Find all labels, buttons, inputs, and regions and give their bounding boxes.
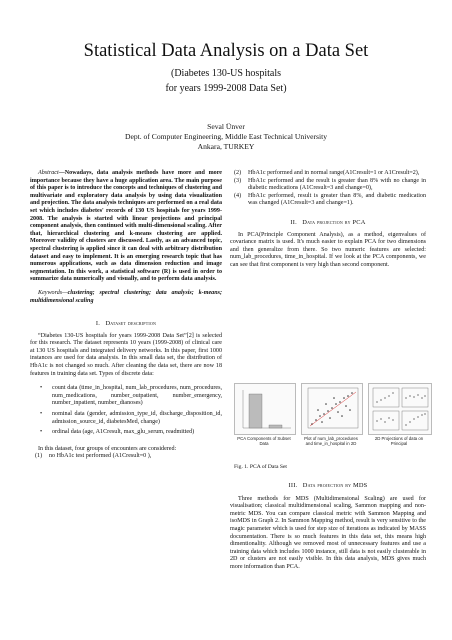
section-2-heading xyxy=(230,219,426,227)
group-text: HbA1c performed, result is greater than 8%, and diabetic medication was changed (A1Cresult=3 and change=1). xyxy=(248,192,426,207)
left-column xyxy=(30,170,222,461)
section-2-title: Data projection by PCA xyxy=(302,218,366,226)
scatter-plot-image xyxy=(302,384,362,434)
figure-panel-label: 2D Projections of data on Principal xyxy=(374,436,424,446)
scatter-plot-2d xyxy=(301,383,363,435)
list-item: • ordinal data (age, A1Cresult, max_glu_serum, readmitted) xyxy=(52,429,222,437)
group-text: HbA1c performed and in normal range(A1Cresult=1 or A1Cresult=2), xyxy=(248,170,420,176)
groups-list-left xyxy=(30,453,222,461)
group-number: (3) xyxy=(234,177,242,184)
section-1-paragraph-2: In this dataset, four groups of encounters are considered: xyxy=(38,445,177,452)
group-text: no HbA1c test performed (A1Cresult=0 ), xyxy=(49,453,152,460)
figure-panel-label: PCA Components of Subset Data xyxy=(237,436,291,446)
group-number: (1) xyxy=(35,453,43,460)
figure-panel-label: Plot of num_lab_procedures and time_in_hospital in 2D xyxy=(304,436,358,446)
section-1-number: I. xyxy=(95,320,101,328)
data-type-list xyxy=(30,385,222,437)
section-2-paragraph: In PCA(Principle Component Analysis), as a method, eigenvalues of covariance matrix is used. It's much easier to explain PCA for two dimensions and then generalize from there. So two numeric features are selected: num_lab_procedures, time_in_hospital. If we look at the PCA components, we can see that first component is very high than second component. xyxy=(230,231,426,268)
section-1-title: Dataset description xyxy=(105,320,157,328)
keywords-lead: Keywords— xyxy=(38,289,68,296)
paper-title: Statistical Data Analysis on a Data Set xyxy=(83,41,369,61)
keywords xyxy=(30,290,222,305)
section-3-number: III. xyxy=(288,482,298,489)
section-3-title: Data projection by MDS xyxy=(302,482,368,489)
section-1-paragraph: “Diabetes 130-US hospitals for years 1999-2008 Data Set”[2] is selected for this research. The dataset represents 10 years (1999-2008) of clinical care at 130 US hospitals and integrated delivery networks. In this paper, first 1000 instances are used for data analysis. In this small data set, the distribution of HbA1c is not changed so much. After cleaning the data set, there are now 18 features in training data set. Types of discrete data: xyxy=(30,332,222,377)
abstract-lead: Abstract xyxy=(38,170,59,176)
abstract-text: —Nowadays, data analysis methods have more and more importance because they have a huge application area. The main purpose of this paper is to introduce the concepts and techniques of clustering and multivariate and exploratory data analysis by using data visualization and projection. The data analysis techniques are performed on a real data set which includes diabetes' records of 130 US hospitals for years 1999-2008. The analysis is started with linear projections and principal component analysis, then continued with multi-dimensional scaling. After that, hierarchical clustering and k-means clustering are applied. Moreover validity of clusters are discussed. Lastly, as an advanced topic, spectral clustering is applied since it can deal with arbitrary distribution dataset and easy to implement. It is an emerging research topic that has numerous applications, such as data dimension reduction and image segmentation. In this work, a statistical software (R) is used in order to summarize data numerically and visually, and to perform data analysis. xyxy=(30,170,222,283)
section-2-number: II. xyxy=(290,218,297,226)
right-column-lower xyxy=(230,482,426,572)
list-item xyxy=(234,178,426,193)
right-column xyxy=(230,170,426,270)
section-1-heading xyxy=(30,320,222,328)
list-item xyxy=(234,193,426,208)
author-affiliation-line1: Dept. of Computer Engineering, Middle East Technical University xyxy=(125,132,327,141)
group-number: (2) xyxy=(234,170,242,176)
pca-bar-plot-image xyxy=(235,384,295,434)
groups-list-right xyxy=(230,170,426,208)
projection-plot-image xyxy=(369,384,431,434)
abstract xyxy=(30,170,222,284)
section-3-heading xyxy=(230,482,426,490)
keywords-text: clustering; spectral clustering; data analysis; k-means; multidimensional scaling xyxy=(30,289,222,304)
list-item xyxy=(234,170,426,178)
list-item xyxy=(35,453,222,461)
group-text: HbA1c performed and the result is greater than 8% with no change in diabetic medications (A1Cresult=3 and change=0), xyxy=(248,177,426,192)
list-item: • nominal data (gender, admission_type_id, discharge_disposition_id, admission_source_id, diabetesMed, change) xyxy=(52,411,222,426)
principal-projection-plot xyxy=(368,383,432,435)
paper-subtitle-line1: (Diabetes 130-US hospitals xyxy=(171,68,281,79)
author-affiliation-line2: Ankara, TURKEY xyxy=(197,142,255,151)
author-name: Seval Ünver xyxy=(207,122,245,131)
group-number: (4) xyxy=(234,192,242,199)
section-3-paragraph: Three methods for MDS (Multidimensional Scaling) are used for visualisation; classical multidimensional scaling, Sammon mapping and non-metric MDS. You can compare classical metric with Sammon Mapping and isoMDS in Graph 2. In Sammon Mapping method, result is very sensitive to the magic parameter which is used for step size of iterations as indicated by MASS documentation. There is so much features in this data set, this means high dimentionality. Although we removed most of unnecessary features and use a training data which includes 1000 instance, still data is not easily clusterable in 2D or clusters are not easily visible. In this data analysis, MDS gives much more information than PCA. xyxy=(230,495,426,570)
paper-subtitle-line2: for years 1999-2008 Data Set) xyxy=(165,83,287,94)
figure-1 xyxy=(234,383,430,461)
figure-caption: Fig. 1. PCA of Data Set xyxy=(234,464,287,470)
pca-components-plot xyxy=(234,383,296,435)
list-item: • count data (time_in_hospital, num_lab_procedures, num_procedures, num_medications, number_outpatient, number_emergency, number_inpatient, number_dianoses) xyxy=(52,385,222,408)
